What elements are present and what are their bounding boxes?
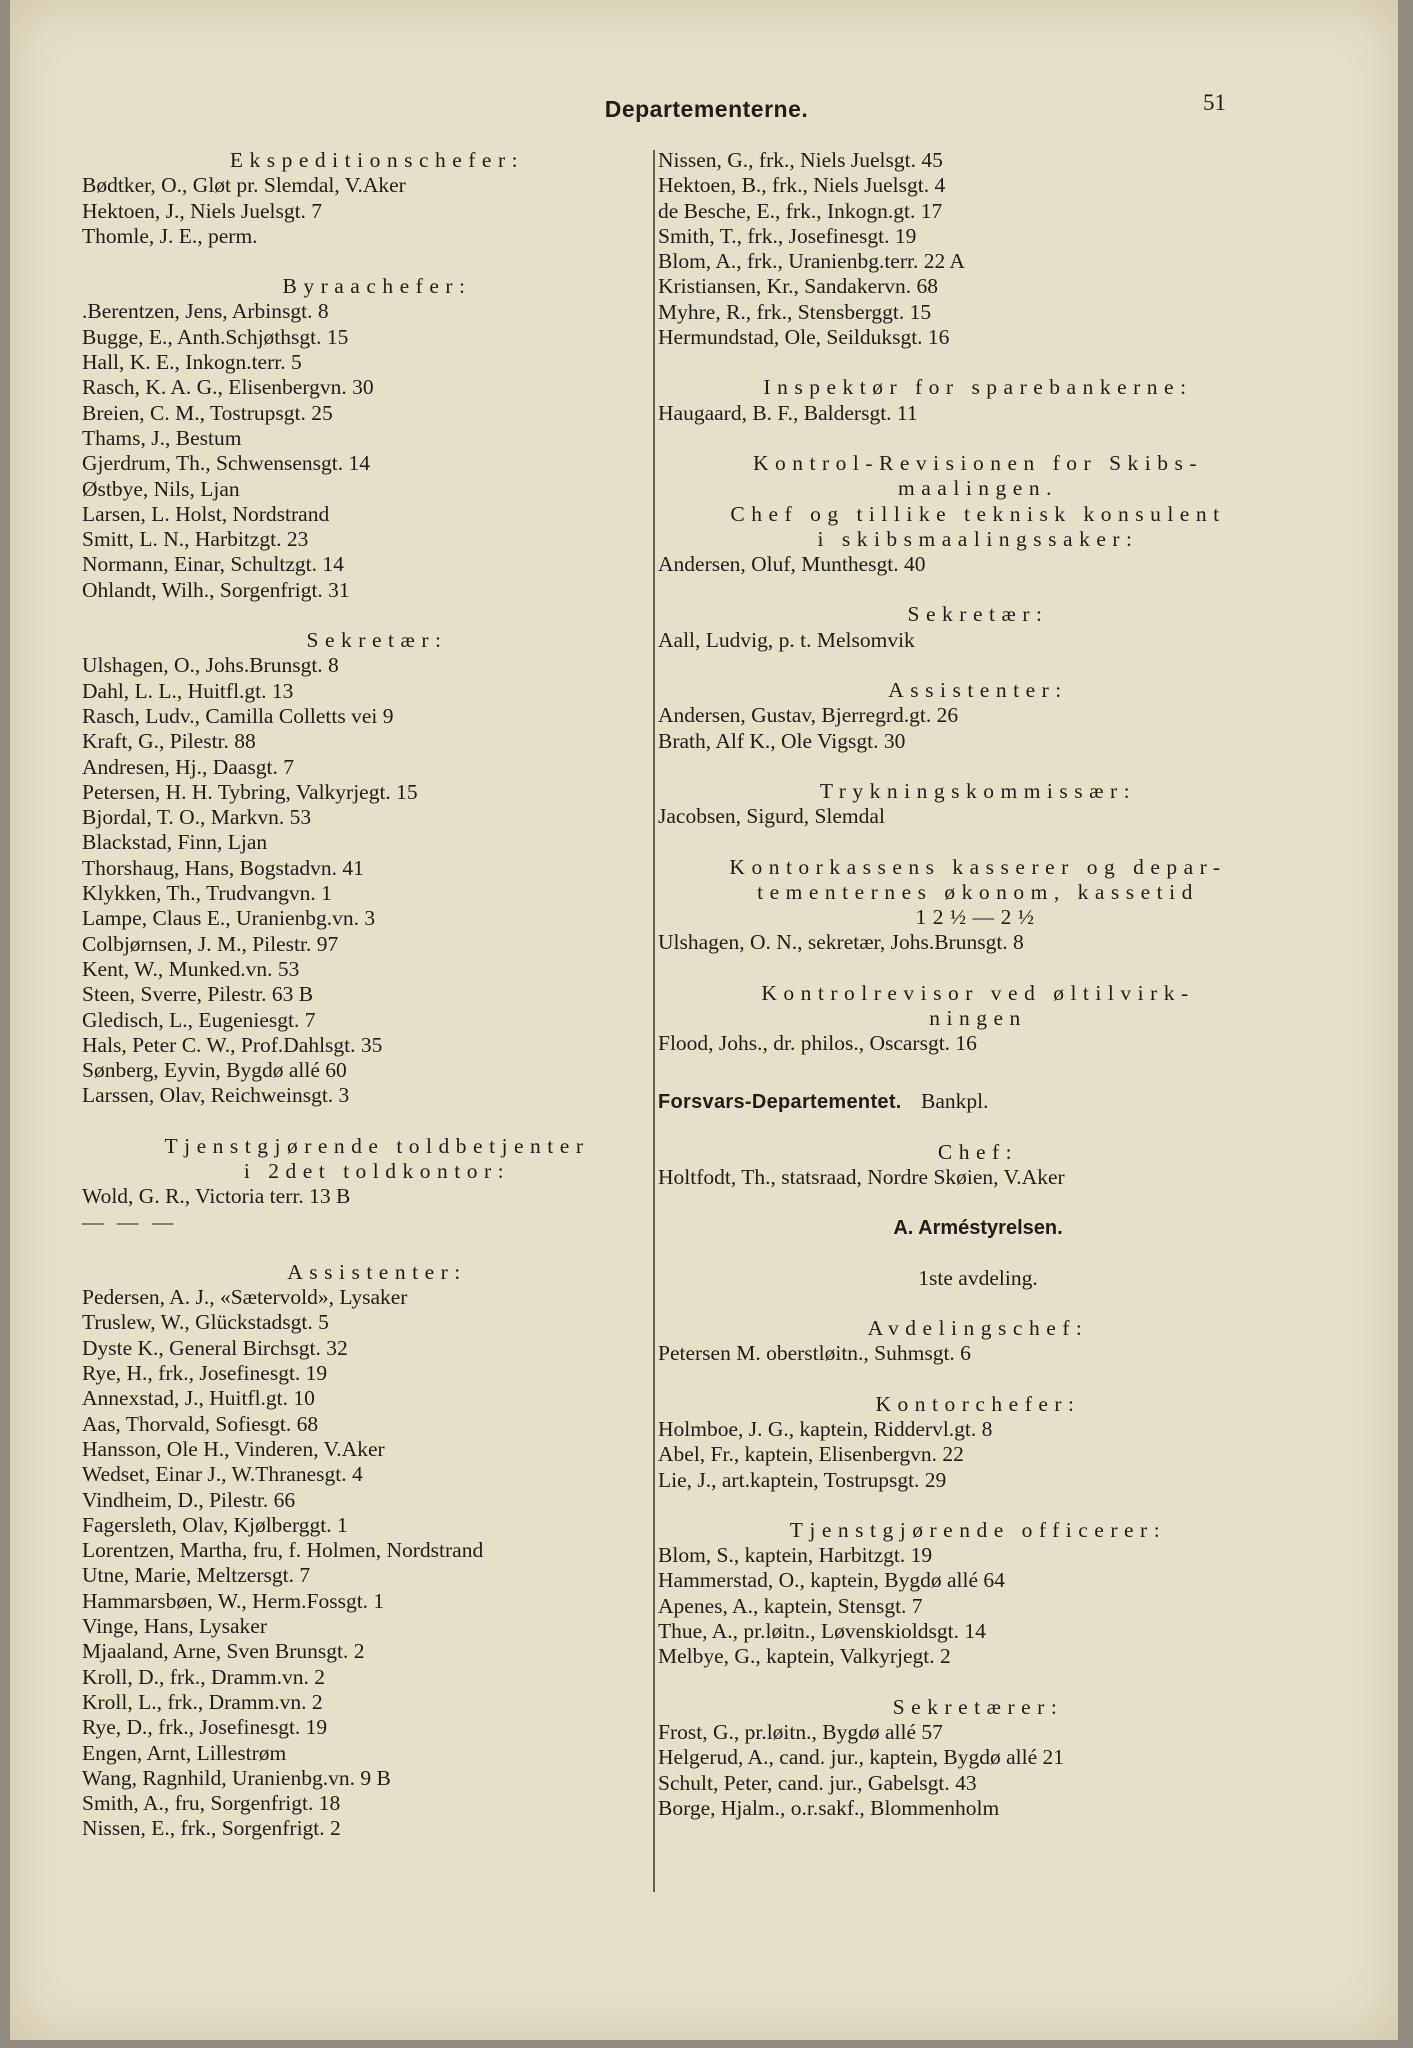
list-item: Holmboe, J. G., kaptein, Riddervl.gt. 8 bbox=[658, 1416, 993, 1441]
list-item: Ulshagen, O. N., sekretær, Johs.Brunsgt. 8 bbox=[658, 930, 1024, 955]
right-sections-b bbox=[658, 1291, 1298, 1821]
avdeling-label: 1ste avdeling. bbox=[918, 1265, 1038, 1290]
directory-section bbox=[658, 1291, 1298, 1367]
list-item: Apenes, A., kaptein, Stensgt. 7 bbox=[658, 1593, 923, 1618]
list-item: Borge, Hjalm., o.r.sakf., Blommenholm bbox=[658, 1795, 1000, 1820]
section-heading: Sekretærer: bbox=[892, 1694, 1064, 1719]
section-heading: Assistenter: bbox=[888, 678, 1068, 703]
list-item: Bødtker, O., Gløt pr. Slemdal, V.Aker bbox=[82, 173, 406, 198]
section-heading: ningen bbox=[929, 1006, 1027, 1031]
list-item: Bjordal, T. O., Markvn. 53 bbox=[82, 805, 312, 830]
section-heading: Sekretær: bbox=[907, 602, 1049, 627]
list-item: Hammerstad, O., kaptein, Bygdø allé 64 bbox=[658, 1568, 1005, 1593]
list-item: Blackstad, Finn, Ljan bbox=[82, 830, 268, 855]
section-heading: Kontorchefer: bbox=[875, 1391, 1081, 1416]
list-item: Rasch, K. A. G., Elisenbergvn. 30 bbox=[82, 375, 374, 400]
list-item: Kristiansen, Kr., Sandakervn. 68 bbox=[658, 274, 939, 299]
section-heading: Trykningskommissær: bbox=[819, 778, 1137, 803]
list-item: Hektoen, J., Niels Juelsgt. 7 bbox=[82, 198, 323, 223]
list-item: Petersen M. oberstløitn., Suhmsgt. 6 bbox=[658, 1341, 971, 1366]
list-item: Rasch, Ludv., Camilla Colletts vei 9 bbox=[82, 703, 394, 728]
directory-section bbox=[658, 830, 1298, 956]
list-item: Klykken, Th., Trudvangvn. 1 bbox=[82, 881, 332, 906]
list-item: Melbye, G., kaptein, Valkyrjegt. 2 bbox=[658, 1644, 951, 1669]
department-name: Forsvars-Departementet. bbox=[658, 1090, 902, 1113]
directory-section bbox=[82, 1235, 672, 1842]
list-item: Bugge, E., Anth.Schjøthsgt. 15 bbox=[82, 324, 349, 349]
list-item: Andersen, Gustav, Bjerregrd.gt. 26 bbox=[658, 703, 959, 728]
list-item: Hektoen, B., frk., Niels Juelsgt. 4 bbox=[658, 173, 946, 198]
section-heading: Inspektør for sparebankerne: bbox=[763, 375, 1193, 400]
directory-section bbox=[658, 653, 1298, 754]
section-heading: i 2det toldkontor: bbox=[243, 1158, 511, 1183]
list-item: Kroll, L., frk., Dramm.vn. 2 bbox=[82, 1689, 323, 1714]
list-item: Haugaard, B. F., Baldersgt. 11 bbox=[658, 400, 918, 425]
list-item: Hammarsbøen, W., Herm.Fossgt. 1 bbox=[82, 1588, 385, 1613]
list-item: Frost, G., pr.løitn., Bygdø allé 57 bbox=[658, 1719, 943, 1744]
list-item: Lorentzen, Martha, fru, f. Holmen, Nordstrand bbox=[82, 1538, 484, 1563]
directory-section bbox=[82, 603, 672, 1109]
section-heading: Tjenstgjørende toldbetjenter bbox=[164, 1133, 590, 1158]
list-item: Nissen, G., frk., Niels Juelsgt. 45 bbox=[658, 148, 943, 172]
section-heading: Ekspeditionschefer: bbox=[229, 148, 525, 172]
section-heading: tementernes økonom, kassetid bbox=[757, 879, 1199, 904]
section-heading: Chef og tillike teknisk konsulent bbox=[730, 501, 1226, 526]
list-item: Smitt, L. N., Harbitzgt. 23 bbox=[82, 527, 309, 552]
list-item: Andresen, Hj., Daasgt. 7 bbox=[82, 754, 294, 779]
list-item: Thams, J., Bestum bbox=[82, 425, 242, 450]
list-item: Petersen, H. H. Tybring, Valkyrjegt. 15 bbox=[82, 779, 418, 804]
list-item: Rye, D., frk., Josefinesgt. 19 bbox=[82, 1715, 328, 1740]
list-item: Schult, Peter, cand. jur., Gabelsgt. 43 bbox=[658, 1770, 977, 1795]
section-heading: Sekretær: bbox=[306, 628, 448, 653]
list-item: Vinge, Hans, Lysaker bbox=[82, 1614, 267, 1639]
left-column bbox=[82, 148, 672, 1842]
directory-section bbox=[82, 249, 672, 603]
list-item: Larsen, L. Holst, Nordstrand bbox=[82, 501, 330, 526]
list-item: Kraft, G., Pilestr. 88 bbox=[82, 729, 256, 754]
list-item: Dyste K., General Birchsgt. 32 bbox=[82, 1335, 348, 1360]
list-item: Engen, Arnt, Lillestrøm bbox=[82, 1740, 287, 1765]
list-item: Smith, A., fru, Sorgenfrigt. 18 bbox=[82, 1791, 341, 1816]
list-item: Wedset, Einar J., W.Thranesgt. 4 bbox=[82, 1462, 363, 1487]
list-item: Gledisch, L., Eugeniesgt. 7 bbox=[82, 1007, 316, 1032]
section-heading: i skibsmaalingssaker: bbox=[817, 526, 1139, 551]
section-heading: Tjenstgjørende officerer: bbox=[789, 1517, 1167, 1542]
list-item: de Besche, E., frk., Inkogn.gt. 17 bbox=[658, 198, 943, 223]
section-heading: 12½—2½ bbox=[915, 905, 1041, 930]
section-heading: Chef: bbox=[937, 1139, 1019, 1164]
list-item: Thue, A., pr.løitn., Løvenskioldsgt. 14 bbox=[658, 1619, 986, 1644]
section-heading: Kontrol-Revisionen for Skibs- bbox=[752, 450, 1204, 475]
list-item: Blom, A., frk., Uranienbg.terr. 22 A bbox=[658, 249, 965, 274]
list-item: Normann, Einar, Schultzgt. 14 bbox=[82, 552, 344, 577]
right-sections-a bbox=[658, 350, 1298, 1056]
section-heading: Byraachefer: bbox=[282, 274, 472, 299]
list-item: Truslew, W., Glückstadsgt. 5 bbox=[82, 1310, 329, 1335]
list-item: Dahl, L. L., Huitfl.gt. 13 bbox=[82, 678, 294, 703]
list-item: Vindheim, D., Pilestr. 66 bbox=[82, 1487, 296, 1512]
list-item: Jacobsen, Sigurd, Slemdal bbox=[658, 804, 885, 829]
list-item: Brath, Alf K., Ole Vigsgt. 30 bbox=[658, 728, 906, 753]
list-item: Wang, Ragnhild, Uranienbg.vn. 9 B bbox=[82, 1765, 391, 1790]
list-item: Aall, Ludvig, p. t. Melsomvik bbox=[658, 627, 915, 652]
list-item: .Berentzen, Jens, Arbinsgt. 8 bbox=[82, 299, 329, 324]
list-item: Gjerdrum, Th., Schwensensgt. 14 bbox=[82, 451, 371, 476]
list-item: Ulshagen, O., Johs.Brunsgt. 8 bbox=[82, 653, 339, 678]
directory-section bbox=[658, 956, 1298, 1057]
list-item: Wold, G. R., Victoria terr. 13 B bbox=[82, 1184, 351, 1209]
list-item: Hall, K. E., Inkogn.terr. 5 bbox=[82, 350, 302, 375]
section-heading: Avdelingschef: bbox=[867, 1316, 1089, 1341]
list-item: Kent, W., Munked.vn. 53 bbox=[82, 956, 300, 981]
list-item: Holtfodt, Th., statsraad, Nordre Skøien, V.Aker bbox=[658, 1165, 1065, 1190]
directory-section bbox=[658, 577, 1298, 653]
list-item: Hansson, Ole H., Vinderen, V.Aker bbox=[82, 1436, 385, 1461]
directory-section bbox=[658, 426, 1298, 577]
directory-section bbox=[658, 1670, 1298, 1821]
list-item: Steen, Sverre, Pilestr. 63 B bbox=[82, 982, 314, 1007]
list-item: Larssen, Olav, Reichweinsgt. 3 bbox=[82, 1083, 350, 1108]
dash-separator: — — — bbox=[82, 1209, 178, 1234]
list-item: Colbjørnsen, J. M., Pilestr. 97 bbox=[82, 931, 339, 956]
list-item: Hals, Peter C. W., Prof.Dahlsgt. 35 bbox=[82, 1032, 383, 1057]
forsvars-department-line bbox=[658, 1089, 1298, 1115]
list-item: Østbye, Nils, Ljan bbox=[82, 476, 240, 501]
page-number: 51 bbox=[1203, 90, 1226, 115]
list-item: Lie, J., art.kaptein, Tostrupsgt. 29 bbox=[658, 1467, 947, 1492]
directory-section bbox=[82, 148, 672, 249]
list-item: Helgerud, A., cand. jur., kaptein, Bygdø allé 21 bbox=[658, 1745, 1065, 1770]
list-item: Utne, Marie, Meltzersgt. 7 bbox=[82, 1563, 311, 1588]
directory-section bbox=[658, 1493, 1298, 1670]
directory-section bbox=[658, 1367, 1298, 1493]
list-item: Andersen, Oluf, Munthesgt. 40 bbox=[658, 552, 926, 577]
list-item: Annexstad, J., Huitfl.gt. 10 bbox=[82, 1386, 315, 1411]
list-item: Hermundstad, Ole, Seilduksgt. 16 bbox=[658, 325, 950, 350]
list-item: Sønberg, Eyvin, Bygdø allé 60 bbox=[82, 1058, 347, 1083]
list-item: Thomle, J. E., perm. bbox=[82, 223, 258, 248]
list-item: Rye, H., frk., Josefinesgt. 19 bbox=[82, 1361, 328, 1386]
list-item: Aas, Thorvald, Sofiesgt. 68 bbox=[82, 1411, 319, 1436]
list-item: Blom, S., kaptein, Harbitzgt. 19 bbox=[658, 1543, 933, 1568]
list-item: Nissen, E., frk., Sorgenfrigt. 2 bbox=[82, 1816, 341, 1841]
list-item: Fagersleth, Olav, Kjølberggt. 1 bbox=[82, 1512, 348, 1537]
list-item: Smith, T., frk., Josefinesgt. 19 bbox=[658, 223, 917, 248]
list-item: Thorshaug, Hans, Bogstadvn. 41 bbox=[82, 855, 364, 880]
subdepartment-title: A. Arméstyrelsen. bbox=[893, 1216, 1063, 1239]
section-heading: maalingen. bbox=[898, 476, 1058, 501]
list-item: Myhre, R., frk., Stensberggt. 15 bbox=[658, 299, 932, 324]
list-item: Kroll, D., frk., Dramm.vn. 2 bbox=[82, 1664, 326, 1689]
list-item: Flood, Johs., dr. philos., Oscarsgt. 16 bbox=[658, 1031, 977, 1056]
section-heading: Assistenter: bbox=[287, 1259, 467, 1284]
list-item: Abel, Fr., kaptein, Elisenbergvn. 22 bbox=[658, 1442, 964, 1467]
section-heading: Kontorkassens kasserer og depar- bbox=[729, 854, 1227, 879]
directory-section bbox=[658, 350, 1298, 426]
list-item: Pedersen, A. J., «Sætervold», Lysaker bbox=[82, 1285, 408, 1310]
list-item: Ohlandt, Wilh., Sorgenfrigt. 31 bbox=[82, 577, 350, 602]
continued-entries bbox=[658, 148, 1298, 350]
list-item: Mjaaland, Arne, Sven Brunsgt. 2 bbox=[82, 1639, 365, 1664]
page-title: Departementerne. bbox=[604, 96, 809, 122]
department-address: Bankpl. bbox=[921, 1088, 989, 1113]
right-column bbox=[658, 148, 1298, 1821]
section-heading: Kontrolrevisor ved øltilvirk- bbox=[761, 980, 1195, 1005]
directory-section bbox=[82, 1109, 672, 1235]
directory-section bbox=[658, 754, 1298, 830]
list-item: Lampe, Claus E., Uranienbg.vn. 3 bbox=[82, 906, 376, 931]
list-item: Breien, C. M., Tostrupsgt. 25 bbox=[82, 400, 333, 425]
